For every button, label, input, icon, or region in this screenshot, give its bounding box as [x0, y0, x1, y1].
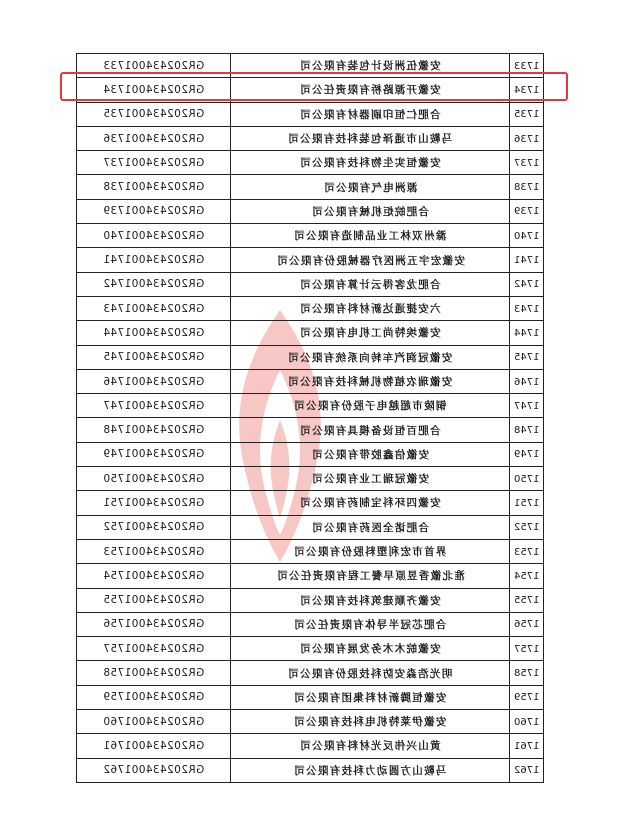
- row-number-cell: [510, 224, 544, 248]
- table-row: [77, 418, 544, 442]
- cert-code-cell: [77, 758, 231, 782]
- company-name-cell-text: 安徽四环科宝制药有限公司: [299, 497, 441, 510]
- row-number-cell: [510, 637, 544, 661]
- cert-code-cell-text: GR202434001733: [102, 59, 205, 72]
- cert-code-cell-text: GR202434001756: [102, 618, 205, 631]
- row-number-cell-text: 1733: [513, 60, 540, 72]
- table-row: [77, 78, 544, 102]
- cert-code-cell: [77, 345, 231, 369]
- company-name-cell-text: 安徽恒实生物科技有限公司: [299, 157, 441, 170]
- company-name-cell: [231, 224, 510, 248]
- cert-code-cell: [77, 515, 231, 539]
- table-row: [77, 758, 544, 782]
- row-number-cell-text: 1739: [513, 206, 540, 218]
- row-number-cell: [510, 588, 544, 612]
- table-row: [77, 248, 544, 272]
- row-number-cell: [510, 126, 544, 150]
- row-number-cell-text: 1752: [513, 522, 540, 534]
- table-row: [77, 224, 544, 248]
- company-name-cell-text: 合肥龙客得云计算有限公司: [299, 278, 441, 291]
- cert-code-cell-text: GR202434001757: [102, 642, 205, 655]
- row-number-cell-text: 1756: [513, 619, 540, 631]
- cert-code-cell: [77, 321, 231, 345]
- company-name-cell: [231, 564, 510, 588]
- cert-code-cell: [77, 102, 231, 126]
- row-number-cell-text: 1760: [513, 716, 540, 728]
- cert-code-cell: [77, 175, 231, 199]
- company-name-cell: [231, 78, 510, 102]
- row-number-cell-text: 1736: [513, 133, 540, 145]
- cert-code-cell-text: GR202434001734: [102, 83, 205, 96]
- company-name-cell-text: 安徽冠润汽车转向系统有限公司: [287, 351, 453, 364]
- company-name-cell-text: 安徽宏宇五洲医疗器械股份有限公司: [275, 254, 465, 267]
- company-name-cell-text: 界首市宏利塑料股份有限公司: [293, 546, 447, 559]
- company-name-cell: [231, 54, 510, 78]
- company-name-cell: [231, 394, 510, 418]
- company-name-cell-text: 六安捷通达新材料有限公司: [299, 303, 441, 316]
- row-number-cell-text: 1757: [513, 643, 540, 655]
- cert-code-cell-text: GR202434001740: [102, 229, 205, 242]
- company-name-cell-text: 安徽埃特尚工机电有限公司: [299, 327, 441, 340]
- row-number-cell: [510, 710, 544, 734]
- company-name-cell: [231, 345, 510, 369]
- table-row: [77, 151, 544, 175]
- company-name-cell: [231, 685, 510, 709]
- row-number-cell: [510, 467, 544, 491]
- cert-code-cell: [77, 685, 231, 709]
- table-row: [77, 102, 544, 126]
- company-name-cell-text: 马鞍山市通泽包装科技有限公司: [287, 133, 453, 146]
- cert-code-cell: [77, 588, 231, 612]
- row-number-cell-text: 1748: [513, 425, 540, 437]
- table-row: [77, 321, 544, 345]
- cert-code-cell: [77, 467, 231, 491]
- table-row: [77, 588, 544, 612]
- company-name-cell-text: 安徽伊莱特机电科技有限公司: [293, 716, 447, 729]
- company-name-cell: [231, 491, 510, 515]
- row-number-cell: [510, 491, 544, 515]
- company-list-table: [76, 53, 544, 783]
- company-name-cell-text: 淮北徽香昱原早餐工程有限责任公司: [275, 570, 465, 583]
- company-name-cell-text: 安徽皖木木务发展有限公司: [299, 643, 441, 656]
- cert-code-cell-text: GR202434001739: [102, 205, 205, 218]
- company-name-cell-text: 安徽信鑫胶带有限公司: [311, 448, 429, 461]
- table-row: [77, 394, 544, 418]
- cert-code-cell: [77, 199, 231, 223]
- company-name-cell: [231, 369, 510, 393]
- row-number-cell-text: 1762: [513, 765, 540, 777]
- table-row: [77, 612, 544, 636]
- row-number-cell: [510, 539, 544, 563]
- table-row: [77, 539, 544, 563]
- row-number-cell: [510, 369, 544, 393]
- table-body: [77, 54, 544, 783]
- cert-code-cell: [77, 151, 231, 175]
- row-number-cell-text: 1747: [513, 400, 540, 412]
- row-number-cell-text: 1742: [513, 279, 540, 291]
- company-name-cell: [231, 418, 510, 442]
- cert-code-cell-text: GR202434001752: [102, 521, 205, 534]
- cert-code-cell: [77, 564, 231, 588]
- row-number-cell: [510, 758, 544, 782]
- row-number-cell: [510, 102, 544, 126]
- cert-code-cell: [77, 442, 231, 466]
- company-name-cell: [231, 442, 510, 466]
- row-number-cell-text: 1738: [513, 182, 540, 194]
- row-number-cell: [510, 685, 544, 709]
- table-row: [77, 467, 544, 491]
- table-row: [77, 369, 544, 393]
- company-name-cell-text: 安徽冠瑞工业有限公司: [311, 473, 429, 486]
- cert-code-cell-text: GR202434001754: [102, 569, 205, 582]
- company-name-cell: [231, 758, 510, 782]
- company-name-cell: [231, 199, 510, 223]
- cert-code-cell-text: GR202434001738: [102, 181, 205, 194]
- company-name-cell: [231, 515, 510, 539]
- company-name-cell: [231, 248, 510, 272]
- row-number-cell-text: 1735: [513, 109, 540, 121]
- company-name-cell: [231, 175, 510, 199]
- cert-code-cell: [77, 734, 231, 758]
- row-number-cell-text: 1743: [513, 303, 540, 315]
- row-number-cell-text: 1744: [513, 327, 540, 339]
- cert-code-cell-text: GR202434001748: [102, 424, 205, 437]
- cert-code-cell: [77, 418, 231, 442]
- row-number-cell: [510, 151, 544, 175]
- table-row: [77, 637, 544, 661]
- cert-code-cell-text: GR202434001743: [102, 302, 205, 315]
- table-row: [77, 54, 544, 78]
- row-number-cell-text: 1734: [513, 84, 540, 96]
- company-name-cell: [231, 588, 510, 612]
- cert-code-cell-text: GR202434001761: [102, 739, 205, 752]
- company-name-cell-text: 合肥诺全医药有限公司: [311, 521, 429, 534]
- company-name-cell: [231, 710, 510, 734]
- row-number-cell: [510, 78, 544, 102]
- cert-code-cell: [77, 539, 231, 563]
- company-name-cell-text: 安徽开源路桥有限责任公司: [299, 84, 441, 97]
- cert-code-cell: [77, 296, 231, 320]
- cert-code-cell-text: GR202434001744: [102, 326, 205, 339]
- row-number-cell: [510, 175, 544, 199]
- row-number-cell-text: 1759: [513, 692, 540, 704]
- row-number-cell-text: 1758: [513, 668, 540, 680]
- row-number-cell: [510, 515, 544, 539]
- row-number-cell-text: 1749: [513, 449, 540, 461]
- row-number-cell-text: 1753: [513, 546, 540, 558]
- cert-code-cell-text: GR202434001742: [102, 278, 205, 291]
- cert-code-cell: [77, 248, 231, 272]
- row-number-cell: [510, 272, 544, 296]
- company-name-cell-text: 合肥芯冠半导体有限责任公司: [293, 618, 447, 631]
- row-number-cell-text: 1740: [513, 230, 540, 242]
- cert-code-cell-text: GR202434001741: [102, 254, 205, 267]
- company-name-cell: [231, 637, 510, 661]
- cert-code-cell: [77, 224, 231, 248]
- table-row: [77, 442, 544, 466]
- row-number-cell-text: 1754: [513, 570, 540, 582]
- company-name-cell: [231, 467, 510, 491]
- table-row: [77, 564, 544, 588]
- cert-code-cell: [77, 78, 231, 102]
- cert-code-cell: [77, 394, 231, 418]
- company-name-cell-text: 合肥百恒设备模具有限公司: [299, 424, 441, 437]
- row-number-cell-text: 1745: [513, 352, 540, 364]
- row-number-cell-text: 1737: [513, 157, 540, 169]
- row-number-cell: [510, 199, 544, 223]
- table-row: [77, 491, 544, 515]
- cert-code-cell-text: GR202434001745: [102, 351, 205, 364]
- cert-code-cell: [77, 54, 231, 78]
- row-number-cell-text: 1751: [513, 497, 540, 509]
- row-number-cell: [510, 661, 544, 685]
- row-number-cell: [510, 296, 544, 320]
- company-name-cell: [231, 661, 510, 685]
- table-row: [77, 296, 544, 320]
- company-name-cell-text: 安徽恒腾新材料集团有限公司: [293, 691, 447, 704]
- row-number-cell: [510, 394, 544, 418]
- row-number-cell: [510, 734, 544, 758]
- company-name-cell-text: 明光浩淼安防科技股份有限公司: [287, 667, 453, 680]
- table-row: [77, 685, 544, 709]
- company-name-cell-text: 合肥仁恒印刷器材有限公司: [299, 108, 441, 121]
- company-name-cell-text: 安徽齐顺建筑科技有限公司: [299, 594, 441, 607]
- company-name-cell: [231, 612, 510, 636]
- row-number-cell: [510, 248, 544, 272]
- table-row: [77, 515, 544, 539]
- company-name-cell-text: 滁州双林工业品制造有限公司: [293, 230, 447, 243]
- table-row: [77, 710, 544, 734]
- cert-code-cell-text: GR202434001735: [102, 108, 205, 121]
- cert-code-cell: [77, 491, 231, 515]
- row-number-cell: [510, 612, 544, 636]
- row-number-cell-text: 1746: [513, 376, 540, 388]
- company-name-cell-text: 黄山兴伟反光材料有限公司: [299, 740, 441, 753]
- row-number-cell: [510, 442, 544, 466]
- company-name-cell-text: 铜陵市超越电子股份有限公司: [293, 400, 447, 413]
- company-name-cell-text: 合肥皖炬机械有限公司: [311, 205, 429, 218]
- company-name-cell: [231, 734, 510, 758]
- company-name-cell: [231, 539, 510, 563]
- cert-code-cell-text: GR202434001753: [102, 545, 205, 558]
- table-row: [77, 272, 544, 296]
- cert-code-cell-text: GR202434001750: [102, 472, 205, 485]
- cert-code-cell-text: GR202434001751: [102, 496, 205, 509]
- company-name-cell: [231, 126, 510, 150]
- cert-code-cell: [77, 272, 231, 296]
- company-name-cell-text: 安徽瑞农植物机械科技有限公司: [287, 376, 453, 388]
- cert-code-cell: [77, 126, 231, 150]
- row-number-cell: [510, 54, 544, 78]
- row-number-cell: [510, 345, 544, 369]
- company-name-cell-text: 马鞍山方圆动力科技有限公司: [293, 764, 447, 777]
- row-number-cell-text: 1741: [513, 255, 540, 267]
- row-number-cell-text: 1755: [513, 595, 540, 607]
- cert-code-cell-text: GR202434001749: [102, 448, 205, 461]
- row-number-cell-text: 1761: [513, 740, 540, 752]
- company-name-cell: [231, 272, 510, 296]
- table-row: [77, 199, 544, 223]
- cert-code-cell-text: GR202434001759: [102, 691, 205, 704]
- row-number-cell: [510, 564, 544, 588]
- cert-code-cell: [77, 369, 231, 393]
- company-name-cell: [231, 151, 510, 175]
- company-name-cell-text: 源洲电气有限公司: [322, 181, 418, 194]
- cert-code-cell-text: GR202434001755: [102, 594, 205, 607]
- cert-code-cell: [77, 612, 231, 636]
- row-number-cell: [510, 418, 544, 442]
- cert-code-cell: [77, 661, 231, 685]
- cert-code-cell-text: GR202434001747: [102, 399, 205, 412]
- cert-code-cell: [77, 710, 231, 734]
- company-name-cell: [231, 296, 510, 320]
- cert-code-cell-text: GR202434001760: [102, 715, 205, 728]
- company-name-cell-text: 安徽伍洲设计包装有限公司: [299, 60, 441, 73]
- table-row: [77, 734, 544, 758]
- table-row: [77, 126, 544, 150]
- cert-code-cell-text: GR202434001737: [102, 156, 205, 169]
- company-name-cell: [231, 102, 510, 126]
- row-number-cell-text: 1750: [513, 473, 540, 485]
- cert-code-cell-text: GR202434001746: [102, 375, 205, 388]
- table-row: [77, 661, 544, 685]
- company-name-cell: [231, 321, 510, 345]
- cert-code-cell-text: GR202434001758: [102, 667, 205, 680]
- table-row: [77, 345, 544, 369]
- table-row: [77, 175, 544, 199]
- cert-code-cell-text: GR202434001736: [102, 132, 205, 145]
- cert-code-cell: [77, 637, 231, 661]
- row-number-cell: [510, 321, 544, 345]
- cert-code-cell-text: GR202434001762: [102, 764, 205, 777]
